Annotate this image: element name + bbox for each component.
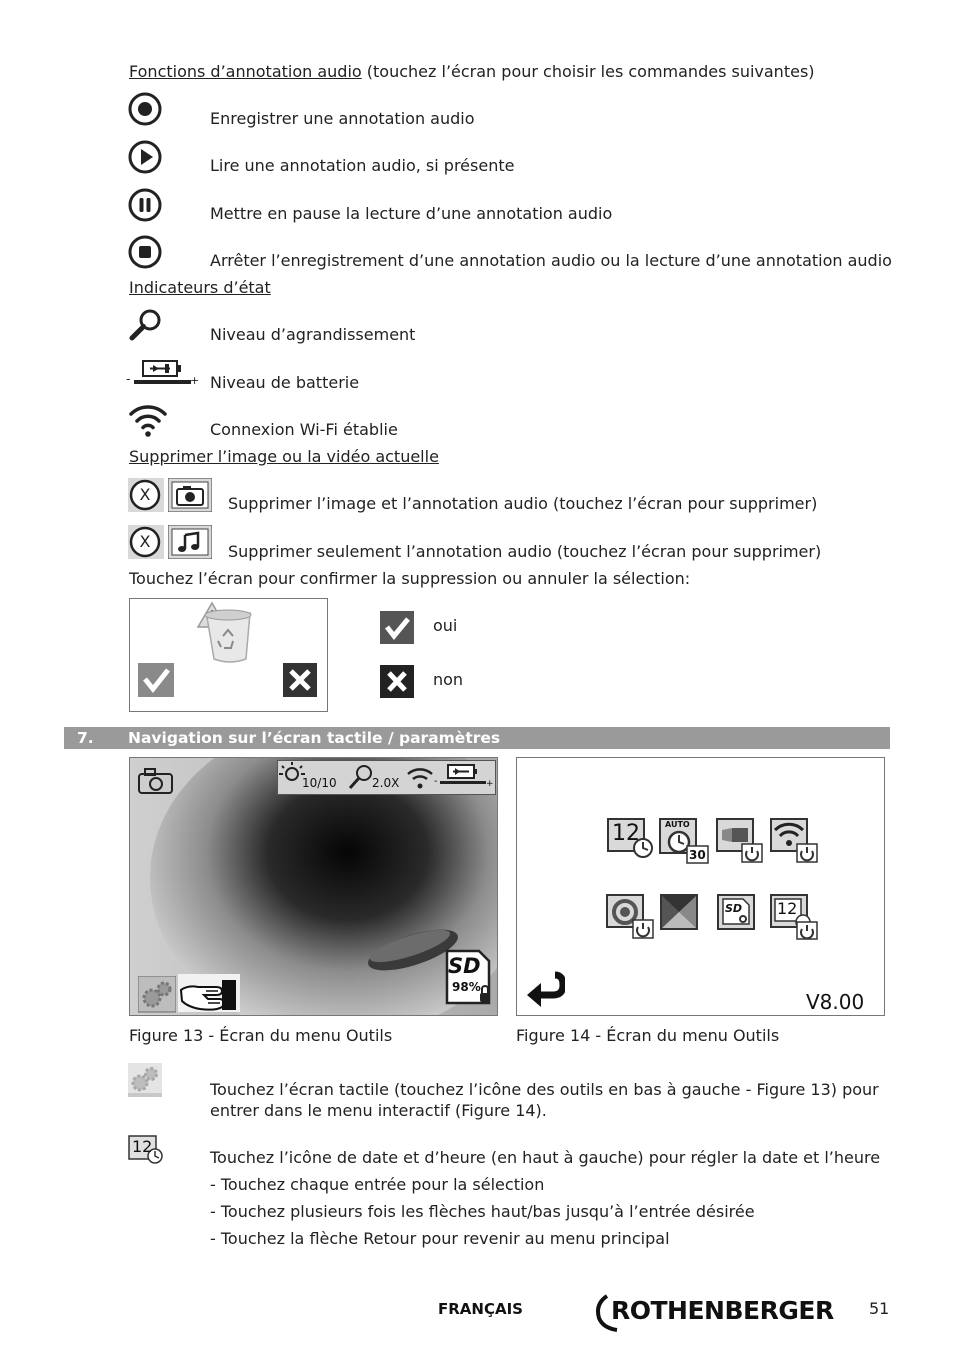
section-7-heading — [64, 727, 890, 749]
sd-card-indicator — [445, 949, 491, 1007]
wifi-icon — [128, 402, 168, 438]
confirm-instruction: Touchez l’écran pour confirmer la suppression ou annuler la sélection: — [129, 569, 691, 588]
status-section-title: Indicateurs d’état — [129, 278, 271, 297]
figure-13-caption: Figure 13 - Écran du menu Outils — [129, 1026, 393, 1045]
tools-instruction-line2: entrer dans le menu interactif (Figure 14). — [210, 1101, 547, 1120]
instruction-bullet: - Touchez plusieurs fois les flèches haut/bas jusqu’à l’entrée désirée — [210, 1202, 755, 1221]
firmware-version: V8.00 — [806, 990, 865, 1014]
instruction-bullet: - Touchez chaque entrée pour la sélection — [210, 1175, 545, 1194]
back-arrow-icon[interactable] — [525, 971, 565, 1007]
audio-section-title: Fonctions d’annotation audio — [129, 62, 362, 81]
section-number: 7. — [77, 729, 94, 747]
delete-section-title: Supprimer l’image ou la vidéo actuelle — [129, 447, 439, 466]
date-instruction: Touchez l’icône de date et d’heure (en haut à gauche) pour régler la date et l’heure — [210, 1148, 881, 1167]
status-item-label: Niveau de batterie — [210, 373, 360, 392]
status-item-label: Niveau d’agrandissement — [210, 325, 416, 344]
contrast-icon[interactable] — [660, 894, 700, 932]
footer-brand: ROTHENBERGER — [611, 1296, 834, 1325]
delete-confirm-dialog — [129, 598, 328, 712]
page-number: 51 — [869, 1299, 890, 1318]
yes-label: oui — [433, 616, 458, 635]
section-title: Navigation sur l’écran tactile / paramètres — [128, 729, 501, 747]
battery-icon — [126, 358, 200, 390]
delete-item-label: Supprimer seulement l’annotation audio (touchez l’écran pour supprimer) — [228, 542, 822, 561]
instruction-bullet: - Touchez la flèche Retour pour revenir au menu principal — [210, 1229, 670, 1248]
delete-x-glyph: X — [139, 485, 151, 504]
status-item-label: Connexion Wi-Fi établie — [210, 420, 398, 439]
sd-format-label: SD — [725, 902, 743, 915]
battery-minus: - — [126, 372, 131, 386]
auto-number: 30 — [689, 848, 706, 862]
tools-gear-icon — [128, 1063, 162, 1097]
no-label: non — [433, 670, 464, 689]
date-stamp-number: 12 — [777, 899, 798, 918]
audio-item-label: Mettre en pause la lecture d’une annotation audio — [210, 204, 613, 223]
sd-percent: 98% — [452, 980, 481, 994]
sd-format-icon[interactable] — [717, 894, 757, 932]
wifi-icon — [406, 765, 434, 791]
delete-item-label: Supprimer l’image et l’annotation audio (touchez l’écran pour supprimer) — [228, 494, 818, 513]
date-icon-number: 12 — [612, 821, 640, 846]
figure-14-screen — [516, 757, 885, 1016]
sd-label: SD — [448, 954, 481, 978]
pointing-hand-icon — [178, 974, 240, 1014]
footer-language: FRANÇAIS — [438, 1300, 523, 1318]
tools-instruction-line1: Touchez l’écran tactile (touchez l’icône des outils en bas à gauche - Figure 13) pour — [210, 1080, 879, 1099]
battery-minus: - — [434, 776, 438, 787]
yes-check-icon — [380, 611, 414, 644]
date-stamp-icon[interactable] — [770, 894, 820, 940]
tools-gear-icon[interactable] — [138, 976, 176, 1014]
status-bar — [277, 760, 496, 795]
stop-icon — [128, 235, 162, 269]
auto-label: AUTO — [665, 820, 690, 829]
date-icon-number: 12 — [132, 1137, 153, 1156]
music-note-icon — [168, 525, 212, 559]
play-icon — [128, 140, 162, 174]
delete-x-glyph: X — [139, 532, 151, 551]
audio-section-subtitle: (touchez l’écran pour choisir les commandes suivantes) — [361, 62, 815, 81]
figure-14-caption: Figure 14 - Écran du menu Outils — [516, 1026, 780, 1045]
figure-13-screen — [129, 757, 498, 1016]
battery-icon — [436, 762, 492, 792]
led-power-icon[interactable] — [716, 818, 766, 864]
delete-audio-icon — [128, 525, 214, 559]
check-button-icon — [138, 663, 174, 697]
pause-icon — [128, 188, 162, 222]
brightness-value: 10/10 — [302, 776, 337, 790]
camera-icon — [168, 478, 212, 512]
audio-section-heading — [129, 62, 815, 82]
trash-icon — [198, 603, 251, 662]
no-cross-icon — [380, 665, 414, 698]
wifi-power-icon[interactable] — [770, 818, 820, 864]
auto-off-icon[interactable] — [659, 818, 709, 864]
audio-item-label: Enregistrer une annotation audio — [210, 109, 475, 128]
audio-item-label: Lire une annotation audio, si présente — [210, 156, 515, 175]
photo-mode-camera-icon — [137, 766, 175, 796]
zoom-icon — [348, 764, 374, 792]
record-icon — [128, 92, 162, 126]
rothenberger-logo — [593, 1294, 843, 1334]
magnifier-icon — [128, 308, 164, 344]
zoom-value: 2.0X — [372, 776, 400, 790]
delete-image-icon — [128, 478, 214, 512]
date-time-icon[interactable] — [607, 818, 655, 860]
rotate-power-icon[interactable] — [606, 894, 656, 940]
audio-item-label: Arrêter l’enregistrement d’une annotation audio ou la lecture d’une annotation audio — [210, 251, 892, 270]
cross-button-icon — [283, 663, 317, 697]
battery-plus: + — [190, 374, 200, 387]
date-time-icon — [128, 1135, 166, 1167]
battery-plus: + — [486, 779, 494, 789]
